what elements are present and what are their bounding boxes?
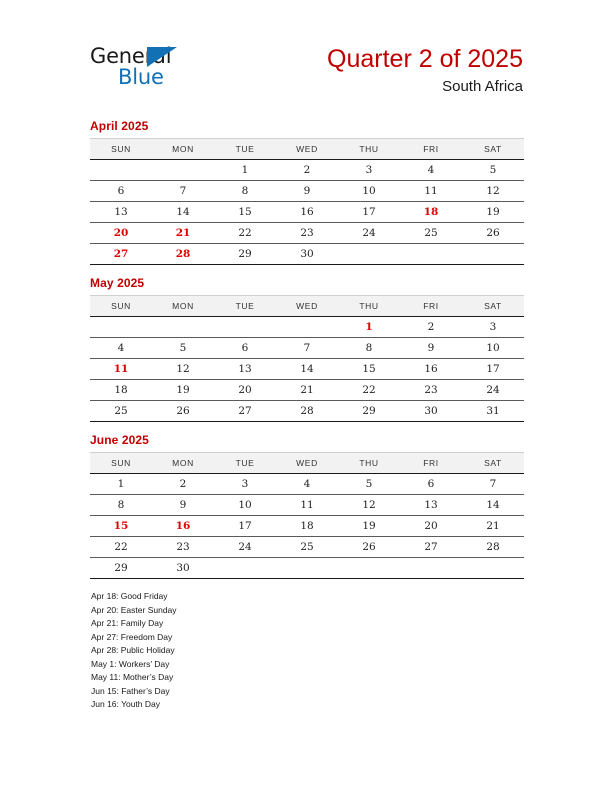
day-cell[interactable]: 6 (90, 181, 152, 202)
day-cell[interactable]: 11 (400, 181, 462, 202)
day-cell-empty (214, 558, 276, 579)
day-cell[interactable]: 22 (90, 537, 152, 558)
weekday-thu: THU (338, 296, 400, 317)
day-cell[interactable]: 5 (152, 338, 214, 359)
day-cell[interactable]: 18 (90, 380, 152, 401)
day-cell-empty (152, 160, 214, 181)
month-label: May 2025 (90, 276, 145, 290)
calendar-week-row (90, 516, 524, 537)
day-cell-holiday[interactable]: 16 (152, 516, 214, 537)
weekday-wed: WED (276, 453, 338, 474)
day-cell[interactable]: 14 (276, 359, 338, 380)
day-cell[interactable]: 17 (462, 359, 524, 380)
day-cell[interactable]: 26 (462, 223, 524, 244)
day-cell[interactable]: 19 (152, 380, 214, 401)
day-cell[interactable]: 8 (90, 495, 152, 516)
day-cell-empty (338, 244, 400, 265)
day-cell[interactable]: 15 (338, 359, 400, 380)
day-cell-empty (400, 244, 462, 265)
weekday-sun: SUN (90, 139, 152, 160)
weekday-fri: FRI (400, 453, 462, 474)
calendar-week-row (90, 537, 524, 558)
day-cell[interactable]: 15 (214, 202, 276, 223)
calendar-week-row (90, 474, 524, 495)
calendar-week-row (90, 244, 524, 265)
month-block-may (90, 275, 524, 422)
day-cell[interactable]: 9 (276, 181, 338, 202)
weekday-thu: THU (338, 139, 400, 160)
day-cell-empty (276, 558, 338, 579)
day-cell[interactable]: 12 (462, 181, 524, 202)
holiday-list-item: Apr 21: Family Day (91, 618, 164, 628)
day-cell[interactable]: 12 (152, 359, 214, 380)
day-cell[interactable]: 4 (400, 160, 462, 181)
month-block-april (90, 118, 524, 265)
holiday-list-item: Apr 20: Easter Sunday (91, 604, 177, 615)
day-cell[interactable]: 4 (276, 474, 338, 495)
day-cell[interactable]: 14 (462, 495, 524, 516)
day-cell-empty (152, 317, 214, 338)
weekday-sat: SAT (462, 139, 524, 160)
weekday-sun: SUN (90, 296, 152, 317)
day-cell[interactable]: 12 (338, 495, 400, 516)
calendar-week-row (90, 181, 524, 202)
day-cell[interactable]: 13 (90, 202, 152, 223)
day-cell[interactable]: 27 (400, 537, 462, 558)
weekday-tue: TUE (214, 296, 276, 317)
day-cell[interactable]: 9 (152, 495, 214, 516)
day-cell[interactable]: 25 (90, 401, 152, 422)
day-cell-holiday[interactable]: 20 (90, 223, 152, 244)
day-cell[interactable]: 29 (338, 401, 400, 422)
calendar-week-row (90, 338, 524, 359)
day-cell-empty (338, 558, 400, 579)
day-cell[interactable]: 3 (214, 474, 276, 495)
calendar-week-row (90, 380, 524, 401)
day-cell[interactable]: 29 (214, 244, 276, 265)
calendar-week-row (90, 160, 524, 181)
weekday-thu: THU (338, 453, 400, 474)
day-cell[interactable]: 5 (462, 160, 524, 181)
day-cell[interactable]: 7 (152, 181, 214, 202)
day-cell[interactable]: 28 (462, 537, 524, 558)
day-cell[interactable]: 25 (400, 223, 462, 244)
calendar-week-row (90, 317, 524, 338)
day-cell[interactable]: 26 (152, 401, 214, 422)
weekday-sun: SUN (90, 453, 152, 474)
day-cell[interactable]: 23 (152, 537, 214, 558)
day-cell[interactable]: 18 (276, 516, 338, 537)
day-cell[interactable]: 17 (338, 202, 400, 223)
day-cell[interactable]: 4 (90, 338, 152, 359)
title-block (327, 44, 523, 97)
day-cell-empty (400, 558, 462, 579)
calendar-week-row (90, 223, 524, 244)
day-cell[interactable]: 21 (276, 380, 338, 401)
page-header (0, 0, 612, 110)
day-cell[interactable]: 6 (400, 474, 462, 495)
day-cell[interactable]: 19 (338, 516, 400, 537)
day-cell[interactable]: 24 (214, 537, 276, 558)
day-cell-empty (214, 317, 276, 338)
day-cell[interactable]: 21 (462, 516, 524, 537)
generalblue-logo (90, 44, 210, 92)
day-cell[interactable]: 10 (462, 338, 524, 359)
day-cell[interactable]: 2 (400, 317, 462, 338)
weekday-sat: SAT (462, 296, 524, 317)
weekday-sat: SAT (462, 453, 524, 474)
calendar-grid-june (90, 452, 524, 579)
holiday-list-item: Jun 16: Youth Day (91, 699, 161, 709)
day-cell[interactable]: 16 (276, 202, 338, 223)
weekday-tue: TUE (214, 453, 276, 474)
weekday-fri: FRI (400, 139, 462, 160)
holiday-list-item: Apr 18: Good Friday (91, 591, 168, 601)
day-cell[interactable]: 13 (214, 359, 276, 380)
weekday-header-row (90, 453, 524, 474)
day-cell[interactable]: 8 (338, 338, 400, 359)
month-label: June 2025 (90, 433, 149, 447)
day-cell-empty (90, 317, 152, 338)
weekday-tue: TUE (214, 139, 276, 160)
weekday-mon: MON (152, 453, 214, 474)
day-cell[interactable]: 20 (214, 380, 276, 401)
day-cell[interactable]: 24 (462, 380, 524, 401)
day-cell[interactable]: 30 (400, 401, 462, 422)
weekday-mon: MON (152, 296, 214, 317)
logo-text-blue: Blue (118, 65, 164, 89)
holiday-list-item: May 11: Mother’s Day (91, 672, 174, 682)
weekday-fri: FRI (400, 296, 462, 317)
day-cell[interactable]: 27 (214, 401, 276, 422)
day-cell-holiday[interactable]: 1 (338, 317, 400, 338)
day-cell[interactable]: 28 (276, 401, 338, 422)
day-cell[interactable]: 11 (276, 495, 338, 516)
calendar-week-row (90, 495, 524, 516)
day-cell[interactable]: 2 (276, 160, 338, 181)
day-cell-holiday[interactable]: 27 (90, 244, 152, 265)
day-cell-holiday[interactable]: 11 (90, 359, 152, 380)
day-cell-empty (462, 558, 524, 579)
logo-text-general: General (90, 44, 172, 68)
day-cell-holiday[interactable]: 18 (400, 202, 462, 223)
day-cell-holiday[interactable]: 15 (90, 516, 152, 537)
day-cell[interactable]: 3 (338, 160, 400, 181)
day-cell[interactable]: 8 (214, 181, 276, 202)
day-cell[interactable]: 6 (214, 338, 276, 359)
holiday-list-item: Apr 27: Freedom Day (91, 631, 173, 642)
day-cell[interactable]: 9 (400, 338, 462, 359)
day-cell[interactable]: 1 (90, 474, 152, 495)
calendar-grid-may (90, 295, 524, 422)
holiday-list-item: Jun 15: Father’s Day (91, 685, 170, 696)
day-cell[interactable]: 24 (338, 223, 400, 244)
day-cell[interactable]: 17 (214, 516, 276, 537)
day-cell-holiday[interactable]: 28 (152, 244, 214, 265)
calendar-week-row (90, 202, 524, 223)
day-cell[interactable]: 7 (462, 474, 524, 495)
day-cell[interactable]: 23 (400, 380, 462, 401)
day-cell[interactable]: 14 (152, 202, 214, 223)
day-cell[interactable]: 10 (338, 181, 400, 202)
calendar-week-row (90, 401, 524, 422)
day-cell[interactable]: 31 (462, 401, 524, 422)
weekday-header-row (90, 296, 524, 317)
calendar-grid-april (90, 138, 524, 265)
weekday-wed: WED (276, 296, 338, 317)
day-cell[interactable]: 2 (152, 474, 214, 495)
day-cell-empty (90, 160, 152, 181)
day-cell[interactable]: 25 (276, 537, 338, 558)
weekday-mon: MON (152, 139, 214, 160)
month-block-june (90, 432, 524, 579)
day-cell[interactable]: 1 (214, 160, 276, 181)
page-title: Quarter 2 of 2025 (327, 45, 523, 73)
day-cell[interactable]: 29 (90, 558, 152, 579)
holiday-list-item: May 1: Workers’ Day (91, 658, 170, 669)
day-cell-empty (462, 244, 524, 265)
calendar-week-row (90, 359, 524, 380)
weekday-header-row (90, 139, 524, 160)
country-subtitle: South Africa (442, 78, 523, 95)
day-cell[interactable]: 30 (152, 558, 214, 579)
weekday-wed: WED (276, 139, 338, 160)
day-cell[interactable]: 22 (214, 223, 276, 244)
calendar-week-row (90, 558, 524, 579)
day-cell[interactable]: 5 (338, 474, 400, 495)
day-cell-holiday[interactable]: 21 (152, 223, 214, 244)
logo-triangle-icon (147, 47, 177, 67)
day-cell[interactable]: 23 (276, 223, 338, 244)
day-cell[interactable]: 22 (338, 380, 400, 401)
day-cell[interactable]: 19 (462, 202, 524, 223)
day-cell[interactable]: 10 (214, 495, 276, 516)
day-cell[interactable]: 13 (400, 495, 462, 516)
day-cell[interactable]: 3 (462, 317, 524, 338)
month-label: April 2025 (90, 119, 149, 133)
day-cell-empty (276, 317, 338, 338)
holiday-list-item: Apr 28: Public Holiday (91, 645, 175, 655)
holiday-list (91, 590, 421, 712)
day-cell[interactable]: 20 (400, 516, 462, 537)
day-cell[interactable]: 30 (276, 244, 338, 265)
day-cell[interactable]: 16 (400, 359, 462, 380)
day-cell[interactable]: 26 (338, 537, 400, 558)
day-cell[interactable]: 7 (276, 338, 338, 359)
